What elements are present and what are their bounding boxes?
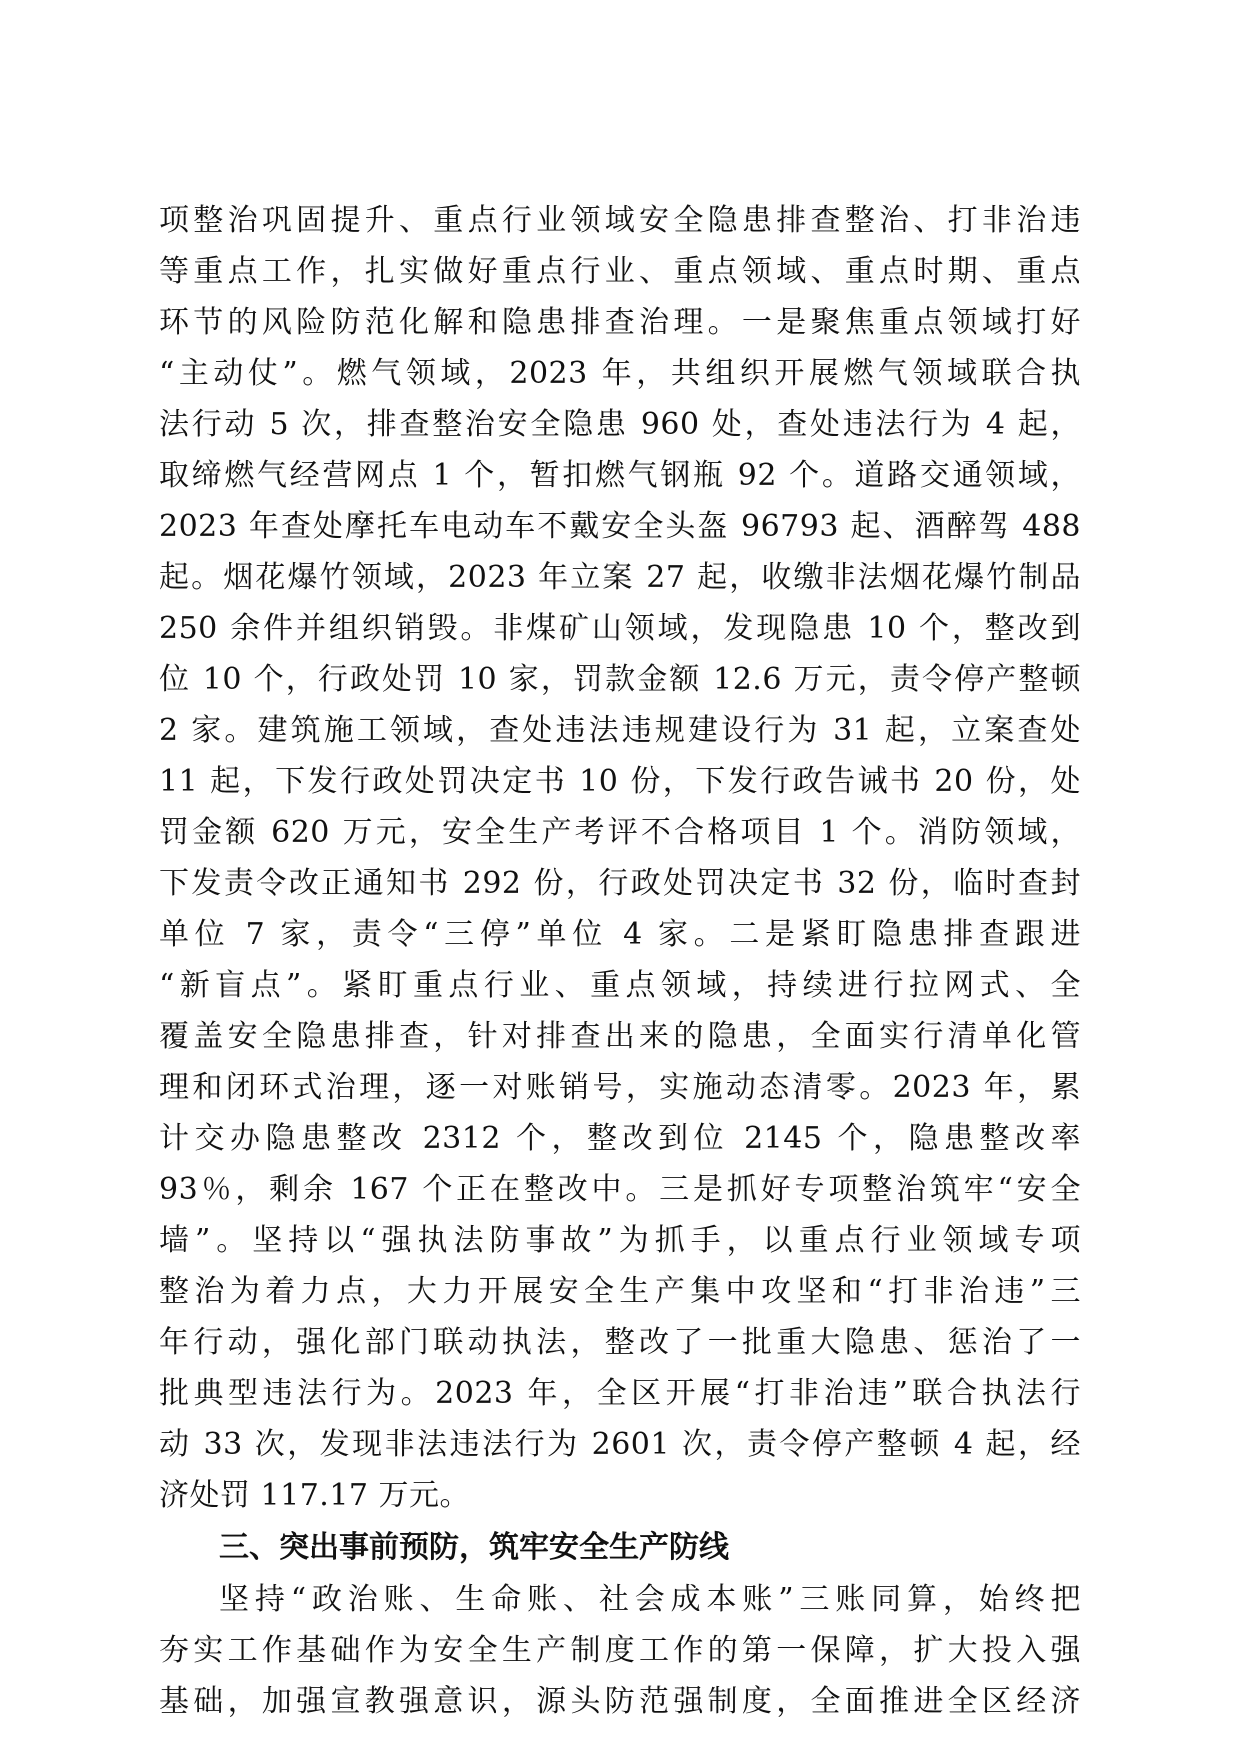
text-line: 罚金额 620 万元，安全生产考评不合格项目 1 个。消防领域， <box>159 815 1081 850</box>
text-line: 法行动 5 次，排查整治安全隐患 960 处，查处违法行为 4 起， <box>159 407 1081 442</box>
text-line: 批典型违法行为。2023 年，全区开展“打非治违”联合执法行 <box>159 1376 1081 1411</box>
text-line: 起。烟花爆竹领域，2023 年立案 27 起，收缴非法烟花爆竹制品 <box>159 560 1081 595</box>
text-line: 11 起，下发行政处罚决定书 10 份，下发行政告诫书 20 份，处 <box>159 764 1081 799</box>
text-line: 计交办隐患整改 2312 个，整改到位 2145 个，隐患整改率 <box>159 1121 1081 1156</box>
text-line: 2 家。建筑施工领域，查处违法违规建设行为 31 起，立案查处 <box>159 713 1081 748</box>
paragraph-enforcement <box>159 195 1081 1521</box>
text-line: “新盲点”。紧盯重点行业、重点领域，持续进行拉网式、全 <box>159 968 1081 1003</box>
section-heading: 三、突出事前预防，筑牢安全生产防线 <box>219 1530 729 1565</box>
text-line: 位 10 个，行政处罚 10 家，罚款金额 12.6 万元，责令停产整顿 <box>159 662 1081 697</box>
text-line: “主动仗”。燃气领域，2023 年，共组织开展燃气领域联合执 <box>159 356 1081 391</box>
text-line: 济处罚 117.17 万元。 <box>159 1478 471 1513</box>
text-line: 2023 年查处摩托车电动车不戴安全头盔 96793 起、酒醉驾 488 <box>159 509 1081 544</box>
text-line: 整治为着力点，大力开展安全生产集中攻坚和“打非治违”三 <box>159 1274 1081 1309</box>
text-line: 墙”。坚持以“强执法防事故”为抓手，以重点行业领域专项 <box>159 1223 1081 1258</box>
text-line: 等重点工作，扎实做好重点行业、重点领域、重点时期、重点 <box>159 254 1081 289</box>
text-line: 夯实工作基础作为安全生产制度工作的第一保障，扩大投入强 <box>159 1633 1081 1668</box>
document-page <box>159 195 1081 1727</box>
text-line: 环节的风险防范化解和隐患排查治理。一是聚焦重点领域打好 <box>159 305 1081 340</box>
text-line: 覆盖安全隐患排查，针对排查出来的隐患，全面实行清单化管 <box>159 1019 1081 1054</box>
text-line: 项整治巩固提升、重点行业领域安全隐患排查整治、打非治违 <box>159 203 1081 238</box>
text-line: 动 33 次，发现非法违法行为 2601 次，责令停产整顿 4 起，经 <box>159 1427 1081 1462</box>
text-line: 250 余件并组织销毁。非煤矿山领域，发现隐患 10 个，整改到 <box>159 611 1081 646</box>
text-line: 年行动，强化部门联动执法，整改了一批重大隐患、惩治了一 <box>159 1325 1081 1360</box>
text-line: 基础，加强宣教强意识，源头防范强制度，全面推进全区经济 <box>159 1684 1081 1719</box>
paragraph-prevention <box>159 1574 1081 1727</box>
text-line: 下发责令改正通知书 292 份，行政处罚决定书 32 份，临时查封 <box>159 866 1081 901</box>
text-line: 单位 7 家，责令“三停”单位 4 家。二是紧盯隐患排查跟进 <box>159 917 1081 952</box>
text-line: 理和闭环式治理，逐一对账销号，实施动态清零。2023 年，累 <box>159 1070 1081 1105</box>
text-line: 93％，剩余 167 个正在整改中。三是抓好专项整治筑牢“安全 <box>159 1172 1081 1207</box>
text-line: 坚持“政治账、生命账、社会成本账”三账同算，始终把 <box>219 1582 1081 1617</box>
text-line: 取缔燃气经营网点 1 个，暂扣燃气钢瓶 92 个。道路交通领域， <box>159 458 1081 493</box>
